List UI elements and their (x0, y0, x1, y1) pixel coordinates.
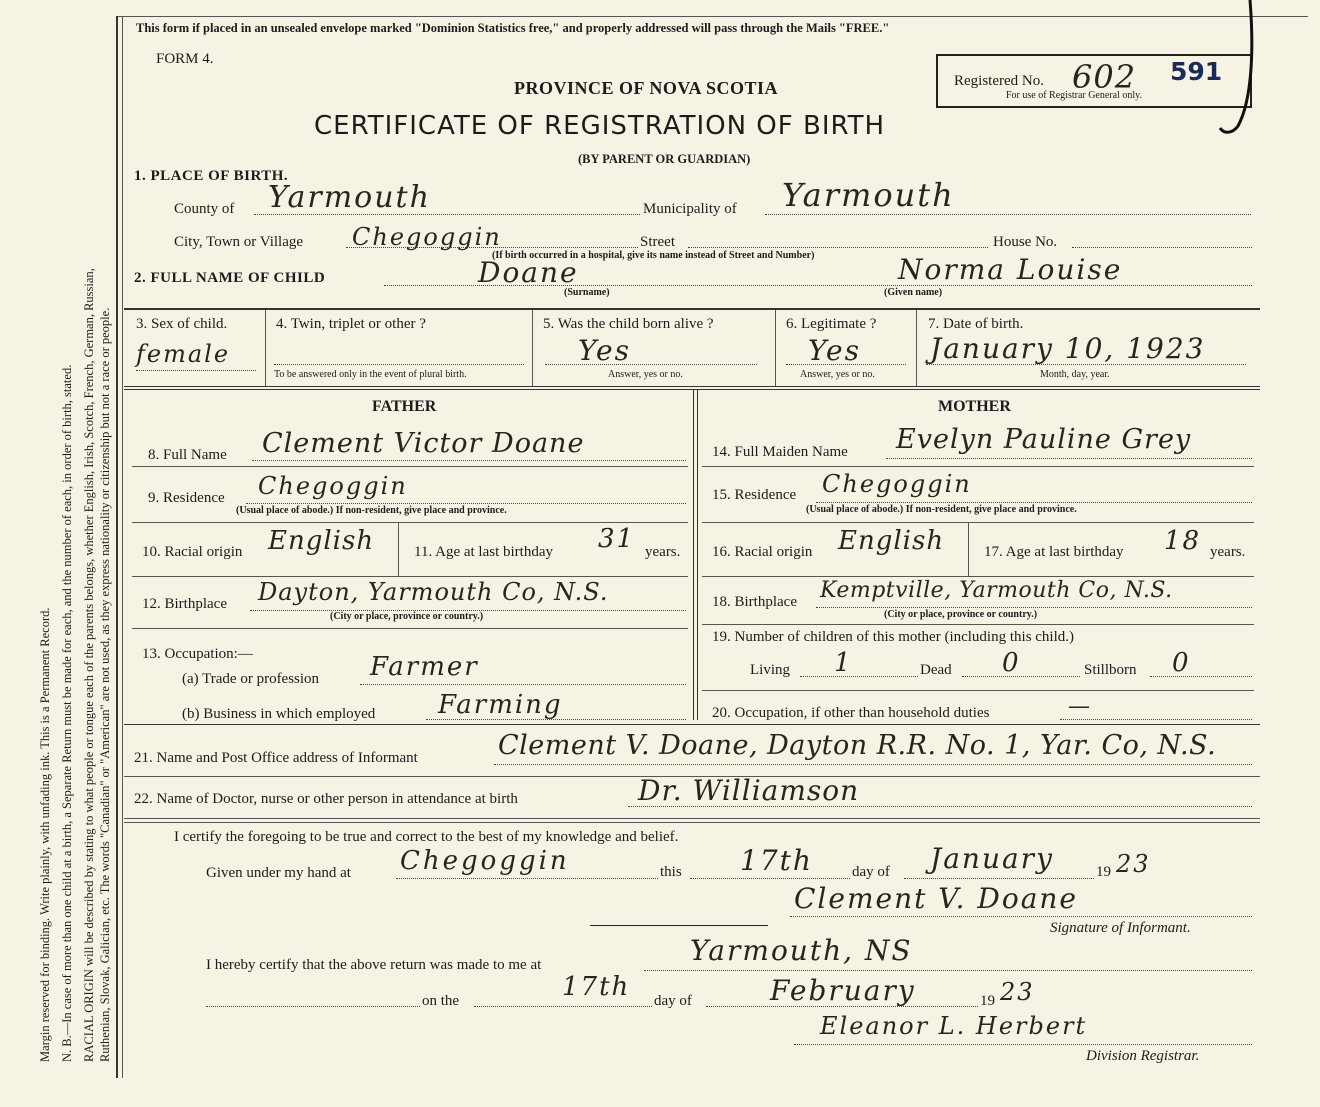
mother-name-value: Evelyn Pauline Grey (896, 424, 1192, 455)
child-surname: Doane (478, 256, 579, 289)
mother-race-label: 16. Racial origin (712, 544, 813, 560)
dob-label: 7. Date of birth. (928, 316, 1024, 332)
registrar-place-value: Yarmouth, NS (690, 934, 913, 967)
registrar-year-value: 23 (1000, 978, 1035, 1006)
province-heading: PROVINCE OF NOVA SCOTIA (514, 78, 779, 98)
informant-signature-label: Signature of Informant. (1050, 920, 1191, 936)
alive-note: Answer, yes or no. (608, 369, 683, 380)
father-birthplace-label: 12. Birthplace (142, 596, 227, 612)
municipality-label: Municipality of (643, 201, 737, 217)
legitimate-label: 6. Legitimate ? (786, 316, 877, 332)
business-value: Farming (438, 690, 563, 720)
living-label: Living (750, 662, 790, 678)
mother-residence-value: Chegoggin (822, 470, 972, 498)
alive-value: Yes (578, 334, 631, 367)
this-label: this (660, 864, 682, 880)
registered-number-stamp: 591 (1170, 57, 1223, 86)
registrar-day-of-label: day of (654, 993, 692, 1009)
father-age-value: 31 (598, 524, 636, 554)
registrar-note: For use of Registrar General only. (1006, 90, 1142, 101)
mother-age-value: 18 (1164, 526, 1202, 556)
trade-label: (a) Trade or profession (182, 671, 320, 687)
father-age-label: 11. Age at last birthday (414, 544, 553, 560)
cert-year-value: 23 (1116, 850, 1151, 878)
mother-birthplace-value: Kemptville, Yarmouth Co, N.S. (820, 578, 1173, 603)
city-label: City, Town or Village (174, 234, 304, 250)
children-count-label: 19. Number of children of this mother (including this child.) (712, 629, 1075, 645)
registered-number-handwritten: 602 (1072, 58, 1137, 96)
sex-value: female (136, 340, 231, 368)
father-race-value: English (268, 526, 375, 556)
father-birthplace-value: Dayton, Yarmouth Co, N.S. (258, 578, 609, 606)
legitimate-value: Yes (808, 334, 861, 367)
child-name-label: 2. FULL NAME OF CHILD (134, 270, 326, 286)
registrar-statement: I hereby certify that the above return was made to me at (206, 957, 542, 973)
registrar-on-label: on the (422, 993, 460, 1009)
city-value: Chegoggin (352, 223, 502, 251)
cert-day-value: 17th (740, 844, 813, 877)
father-name-label: 8. Full Name (148, 447, 227, 463)
mother-birthplace-label: 18. Birthplace (712, 594, 797, 610)
given-name-label: (Given name) (884, 287, 943, 298)
form-left-border (116, 16, 118, 1078)
registrar-month-value: February (770, 974, 916, 1007)
surname-label: (Surname) (564, 287, 610, 298)
column-divider (693, 390, 694, 720)
informant-value: Clement V. Doane, Dayton R.R. No. 1, Yar. Co, N.S. (498, 730, 1217, 761)
place-of-birth-label: 1. PLACE OF BIRTH. (134, 168, 289, 184)
registered-number-label: Registered No. (954, 73, 1044, 89)
margin-note-racial-origin: RACIAL ORIGIN will be described by stating to what people or tongue each of the parents belongs, whether English, Irish, Scotch, French, German, Russian, (82, 268, 96, 1062)
sex-label: 3. Sex of child. (136, 316, 228, 332)
father-residence-label: 9. Residence (148, 490, 225, 506)
registrar-signature: Eleanor L. Herbert (820, 1012, 1088, 1040)
hospital-note: (If birth occurred in a hospital, give its name instead of Street and Number) (492, 250, 815, 261)
page-subtitle: (BY PARENT OR GUARDIAN) (578, 152, 751, 166)
mother-name-label: 14. Full Maiden Name (712, 444, 848, 460)
certify-statement: I certify the foregoing to be true and correct to the best of my knowledge and belief. (174, 829, 679, 845)
dob-value: January 10, 1923 (930, 332, 1206, 365)
county-value: Yarmouth (268, 180, 431, 215)
mother-race-value: English (838, 526, 945, 556)
mail-notice: This form if placed in an unsealed envelope marked "Dominion Statistics free," and properly addressed will pass through the Mails "FREE." (136, 21, 890, 35)
twin-note: To be answered only in the event of plural birth. (274, 369, 467, 380)
page-title: CERTIFICATE OF REGISTRATION OF BIRTH (314, 111, 886, 141)
division-registrar-label: Division Registrar. (1086, 1048, 1200, 1064)
mother-years: years. (1210, 544, 1246, 560)
street-label: Street (640, 234, 675, 250)
dob-note: Month, day, year. (1040, 369, 1110, 380)
legitimate-note: Answer, yes or no. (800, 369, 875, 380)
father-residence-note: (Usual place of abode.) If non-resident, give place and province. (236, 505, 507, 516)
father-years: years. (645, 544, 681, 560)
mother-residence-label: 15. Residence (712, 487, 797, 503)
county-label: County of (174, 201, 235, 217)
registrar-year-prefix: 19 (980, 993, 995, 1009)
mother-residence-note: (Usual place of abode.) If non-resident, give place and province. (806, 504, 1077, 515)
cert-day-of-label: day of (852, 864, 890, 880)
trade-value: Farmer (370, 652, 479, 682)
father-heading: FATHER (372, 398, 437, 415)
form-left-border-inner (122, 16, 123, 1078)
twin-label: 4. Twin, triplet or other ? (276, 316, 426, 332)
stillborn-label: Stillborn (1084, 662, 1137, 678)
father-birthplace-note: (City or place, province or country.) (330, 611, 484, 622)
mother-heading: MOTHER (938, 398, 1011, 415)
dead-value: 0 (1002, 648, 1021, 678)
registrar-day-value: 17th (562, 972, 631, 1002)
doctor-value: Dr. Williamson (638, 774, 860, 807)
business-label: (b) Business in which employed (182, 706, 376, 722)
given-place-value: Chegoggin (400, 846, 570, 876)
father-name-value: Clement Victor Doane (262, 428, 585, 459)
father-occupation-label: 13. Occupation:— (142, 646, 253, 662)
stillborn-value: 0 (1172, 648, 1191, 678)
ink-mark (1210, 0, 1270, 140)
margin-note-racial-origin-cont: Ruthenian, Slovak, Galician, etc. The words "Canadian" or "American" are not used, as they express nationality or citizenship but not a race or people. (98, 307, 112, 1062)
doctor-label: 22. Name of Doctor, nurse or other person in attendance at birth (134, 791, 518, 807)
house-number-label: House No. (993, 234, 1058, 250)
cert-month-value: January (930, 842, 1054, 875)
margin-note-binding: Margin reserved for binding. Write plainly, with unfading ink. This is a Permanent Record. (38, 607, 52, 1062)
alive-label: 5. Was the child born alive ? (543, 316, 714, 332)
dead-label: Dead (920, 662, 952, 678)
form-number: FORM 4. (156, 51, 214, 67)
municipality-value: Yarmouth (782, 176, 955, 214)
child-given-name: Norma Louise (898, 253, 1123, 286)
living-value: 1 (834, 648, 853, 678)
mother-age-label: 17. Age at last birthday (984, 544, 1124, 560)
mother-occupation-label: 20. Occupation, if other than household duties (712, 705, 990, 721)
mother-birthplace-note: (City or place, province or country.) (884, 609, 1038, 620)
informant-signature: Clement V. Doane (794, 882, 1078, 915)
mother-occupation-value: — (1068, 694, 1092, 719)
given-under-label: Given under my hand at (206, 865, 351, 881)
father-race-label: 10. Racial origin (142, 544, 243, 560)
cert-year-prefix: 19 (1096, 864, 1111, 880)
father-residence-value: Chegoggin (258, 472, 408, 500)
informant-label: 21. Name and Post Office address of Informant (134, 750, 418, 766)
form-top-border (118, 16, 1308, 17)
margin-note-multiple-births: N. B.—In case of more than one child at a birth, a Separate Return must be made for each, and the number of each, in order of birth, stated. (60, 364, 74, 1062)
